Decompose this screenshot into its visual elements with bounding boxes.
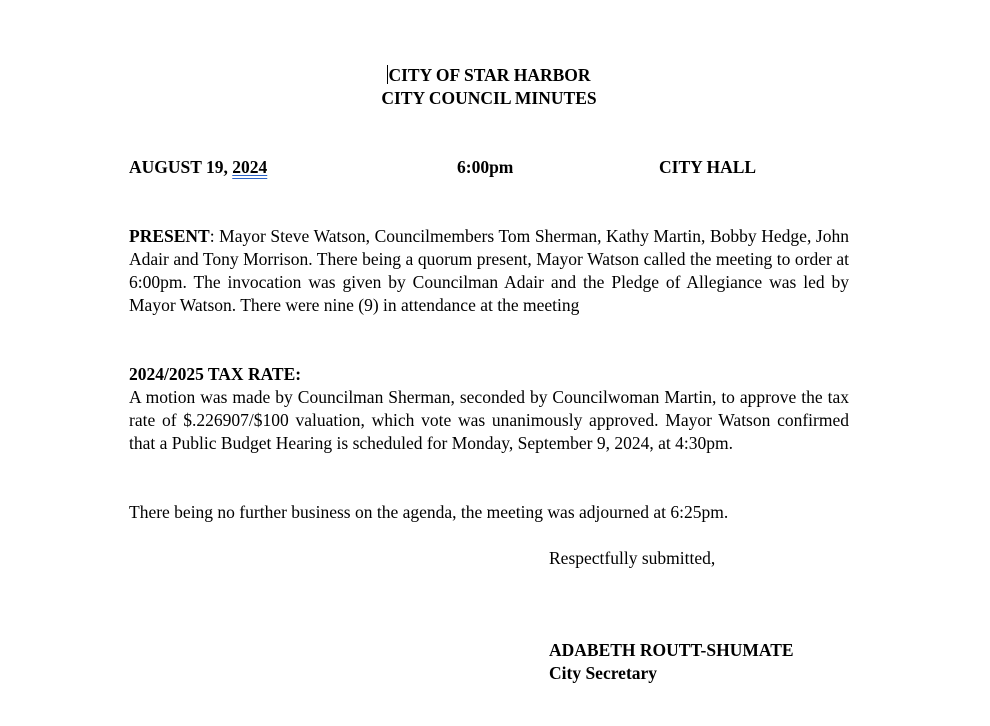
present-label: PRESENT xyxy=(129,226,210,246)
present-text: : Mayor Steve Watson, Councilmembers Tom Sherman, Kathy Martin, Bobby Hedge, John Adair and Tony Morrison. There being a quorum present, Mayor Watson called the meeting to order at 6:00pm. The invocation was given by Councilman Adair and the Pledge of Allegiance was led by Mayor Watson. There were nine (9) in attendance at the meeting xyxy=(129,226,849,315)
signature-closing: Respectfully submitted, xyxy=(549,548,716,568)
meeting-date-year[interactable]: 2024 xyxy=(232,157,268,177)
tax-rate-paragraph: A motion was made by Councilman Sherman, seconded by Councilwoman Martin, to approve the tax rate of $.226907/$100 valuation, which vote was unanimously approved. Mayor Watson confirmed that a Public Budget Hearing is scheduled for Monday, September 9, 2024, at 4:30pm. xyxy=(129,387,849,453)
present-paragraph xyxy=(129,225,849,317)
document-title xyxy=(0,64,978,110)
city-name: CITY OF STAR HARBOR xyxy=(388,65,591,85)
meeting-date-prefix: AUGUST 19, xyxy=(129,157,233,177)
adjournment-paragraph: There being no further business on the agenda, the meeting was adjourned at 6:25pm. xyxy=(129,502,729,522)
meeting-date xyxy=(129,156,267,179)
title-line-city xyxy=(0,64,978,87)
title-line-minutes: CITY COUNCIL MINUTES xyxy=(381,88,597,108)
meeting-time: 6:00pm xyxy=(457,157,514,177)
signature-title: City Secretary xyxy=(549,663,658,683)
meeting-location: CITY HALL xyxy=(659,157,757,177)
signature-name: ADABETH ROUTT-SHUMATE xyxy=(549,640,794,660)
tax-rate-heading: 2024/2025 TAX RATE: xyxy=(129,364,302,384)
